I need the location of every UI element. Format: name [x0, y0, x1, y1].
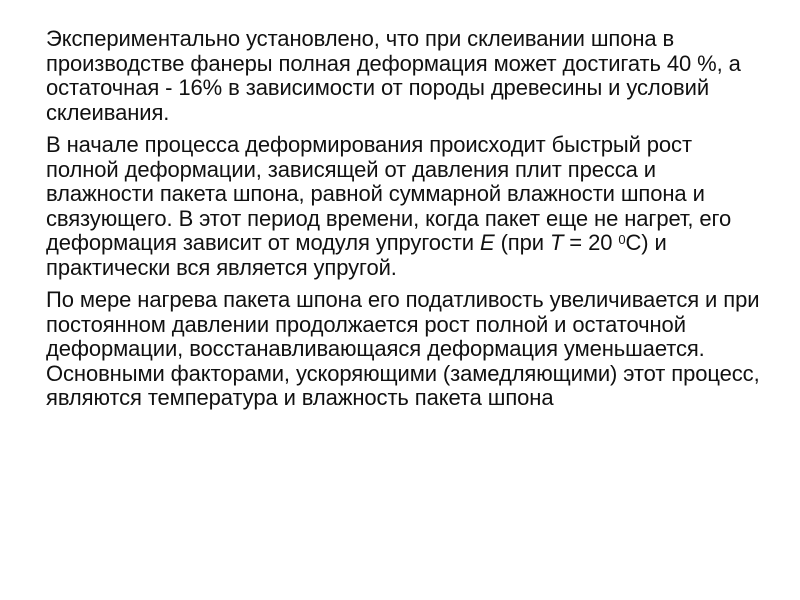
- paragraph-2-text-b: (при: [494, 230, 550, 255]
- slide-body: [46, 27, 761, 415]
- paragraph-2: [46, 133, 761, 280]
- paragraph-2-text-d: С) и практически вся является упругой.: [46, 230, 667, 280]
- temperature-symbol: T: [549, 230, 564, 255]
- modulus-symbol: E: [479, 230, 495, 255]
- degree-superscript: 0: [618, 232, 626, 247]
- paragraph-2-text-a: В начале процесса деформирования происходит быстрый рост полной деформации, зависящей от давления плит пресса и влажности пакета шпона, равной суммарной влажности шпона и связующего. В этот период времени, когда пакет еще не нагрет, его деформация зависит от модуля упругости: [46, 132, 732, 255]
- paragraph-1: Экспериментально установлено, что при склеивании шпона в производстве фанеры полная деформация может достигать 40 %, а остаточная - 16% в зависимости от породы древесины и условий склеивания.: [46, 26, 741, 125]
- paragraph-2-text-c: = 20: [563, 230, 619, 255]
- paragraph-3: По мере нагрева пакета шпона его податливость увеличивается и при постоянном давлении продолжается рост полной и остаточной деформации, восстанавливающаяся деформация уменьшается. Основными факторами, ускоряющими (замедляющими) этот процесс, являются температура и влажность пакета шпона: [46, 287, 760, 410]
